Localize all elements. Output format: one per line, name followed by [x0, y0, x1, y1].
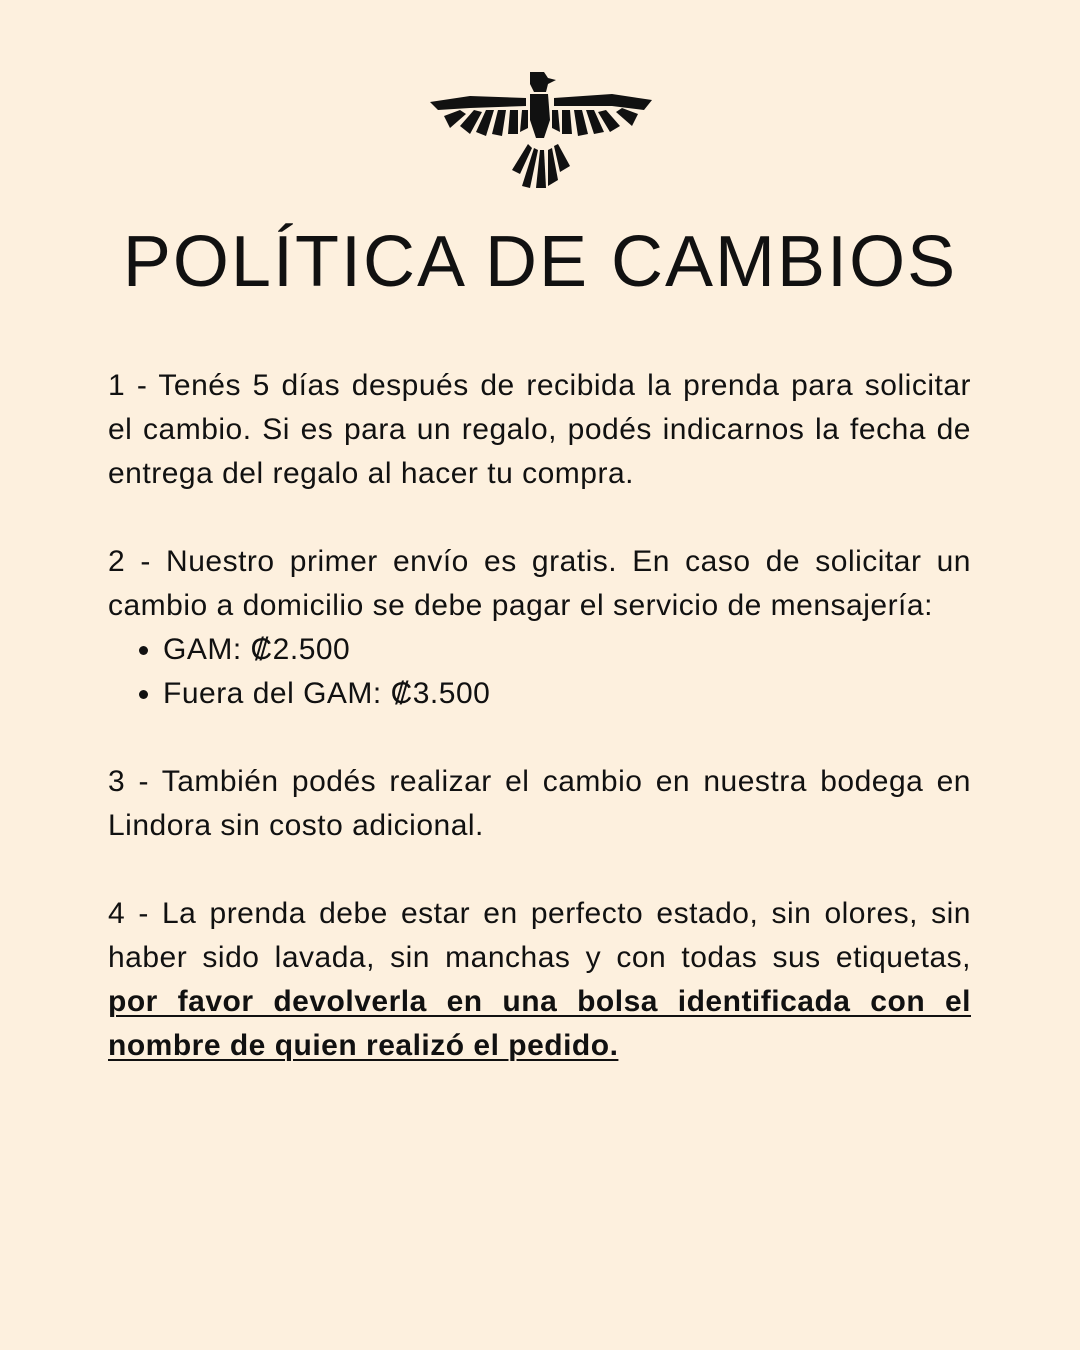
list-item: • GAM: ₡2.500 [163, 628, 971, 672]
policy-content [108, 364, 971, 1112]
list-item: • Fuera del GAM: ₡3.500 [163, 672, 971, 716]
policy-item-2: 2 - Nuestro primer envío es gratis. En caso de solicitar un cambio a domicilio se debe pagar el servicio de mensajería: [108, 545, 971, 622]
policy-item-4-emphasis: por favor devolverla en una bolsa identificada con el nombre de quien realizó el pedido. [108, 985, 971, 1062]
policy-item-4 [108, 892, 971, 1068]
policy-item-4-text: 4 - La prenda debe estar en perfecto estado, sin olores, sin haber sido lavada, sin manchas y con todas sus etiquetas, [108, 897, 971, 974]
shipping-rates-list [108, 628, 971, 716]
eagle-icon [430, 70, 652, 190]
page-title: POLÍTICA DE CAMBIOS [122, 222, 958, 302]
policy-item-1: 1 - Tenés 5 días después de recibida la prenda para solicitar el cambio. Si es para un regalo, podés indicarnos la fecha de entrega del regalo al hacer tu compra. [108, 369, 971, 490]
policy-item-3: 3 - También podés realizar el cambio en nuestra bodega en Lindora sin costo adicional. [108, 765, 971, 842]
